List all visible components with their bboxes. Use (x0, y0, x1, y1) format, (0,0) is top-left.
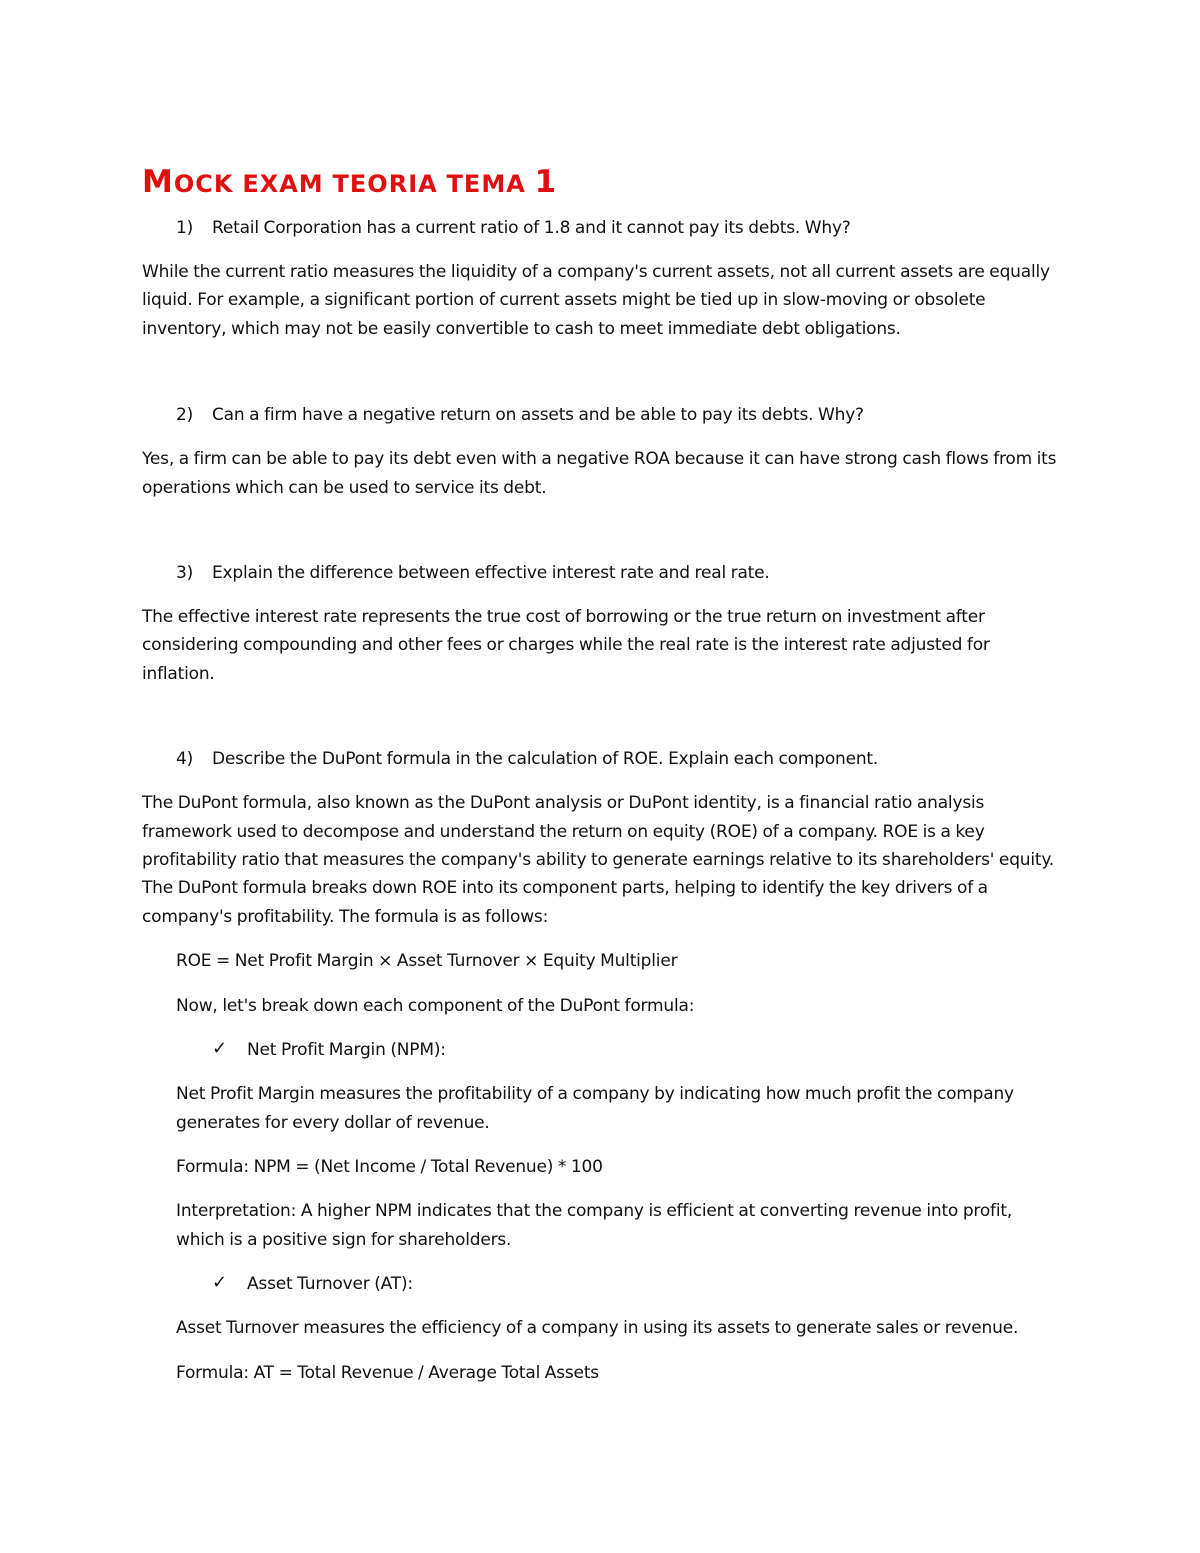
spacer (142, 502, 1057, 559)
question-1-number: 1) (176, 218, 194, 238)
answer-2: Yes, a firm can be able to pay its debt even with a negative ROA because it can have strong cash flows from its operations which can be used to service its debt. (142, 449, 1057, 498)
at-description: Asset Turnover measures the efficiency of a company in using its assets to generate sales or revenue. (176, 1318, 1019, 1339)
title-text: OCK EXAM TEORIA TEMA (173, 170, 526, 198)
answer-1: While the current ratio measures the liquidity of a company's current assets, not all current assets are equally liquid. For example, a significant portion of current assets might be tied up in slow-moving or obsolete inventory, which may not be easily convertible to cash to meet immediate debt obligations. (142, 262, 1050, 339)
answer-3: The effective interest rate represents the true cost of borrowing or the true return on investment after considering compounding and other fees or charges while the real rate is the interest rate adjusted for inflation. (142, 607, 990, 684)
checkmark-icon: ✓ (212, 1272, 227, 1294)
spacer (142, 688, 1057, 745)
question-2 (142, 401, 1057, 429)
document-page (142, 160, 1057, 1387)
npm-heading-text: Net Profit Margin (NPM): (247, 1040, 446, 1061)
roe-formula: ROE = Net Profit Margin × Asset Turnover × Equity Multiplier (176, 951, 678, 972)
npm-formula: Formula: NPM = (Net Income / Total Revenue) * 100 (176, 1156, 603, 1177)
at-heading (142, 1270, 1057, 1298)
checkmark-icon: ✓ (212, 1038, 227, 1060)
question-3-number: 3) (176, 563, 194, 584)
question-4-text: Describe the DuPont formula in the calculation of ROE. Explain each component. (212, 749, 879, 770)
question-4-number: 4) (176, 749, 194, 770)
npm-heading (142, 1036, 1057, 1064)
answer-4: The DuPont formula, also known as the DuPont analysis or DuPont identity, is a financial ratio analysis framework used to decompose and understand the return on equity (ROE) of a company. ROE is a key profitability ratio that measures the company's ability to generate earnings relative to its shareholders' equity. The DuPont formula breaks down ROE into its component parts, helping to identify the key drivers of a company's profitability. The formula is as follows: (142, 793, 1054, 927)
question-2-number: 2) (176, 405, 194, 426)
question-3-text: Explain the difference between effective interest rate and real rate. (212, 563, 770, 584)
document-title (142, 160, 1057, 206)
at-heading-text: Asset Turnover (AT): (247, 1274, 413, 1295)
npm-description: Net Profit Margin measures the profitability of a company by indicating how much profit the company generates for every dollar of revenue. (176, 1084, 1014, 1133)
spacer (142, 343, 1057, 401)
question-1 (142, 214, 1057, 242)
question-4 (142, 745, 1057, 773)
title-first-letter: M (142, 164, 174, 200)
title-number: 1 (534, 164, 558, 200)
question-1-text: Retail Corporation has a current ratio of 1.8 and it cannot pay its debts. Why? (212, 218, 851, 238)
question-2-text: Can a firm have a negative return on assets and be able to pay its debts. Why? (212, 405, 864, 426)
npm-interpretation: Interpretation: A higher NPM indicates that the company is efficient at converting revenue into profit, which is a positive sign for shareholders. (176, 1201, 1013, 1250)
components-intro: Now, let's break down each component of the DuPont formula: (176, 995, 695, 1016)
question-3 (142, 559, 1057, 587)
at-formula: Formula: AT = Total Revenue / Average Total Assets (176, 1362, 599, 1383)
